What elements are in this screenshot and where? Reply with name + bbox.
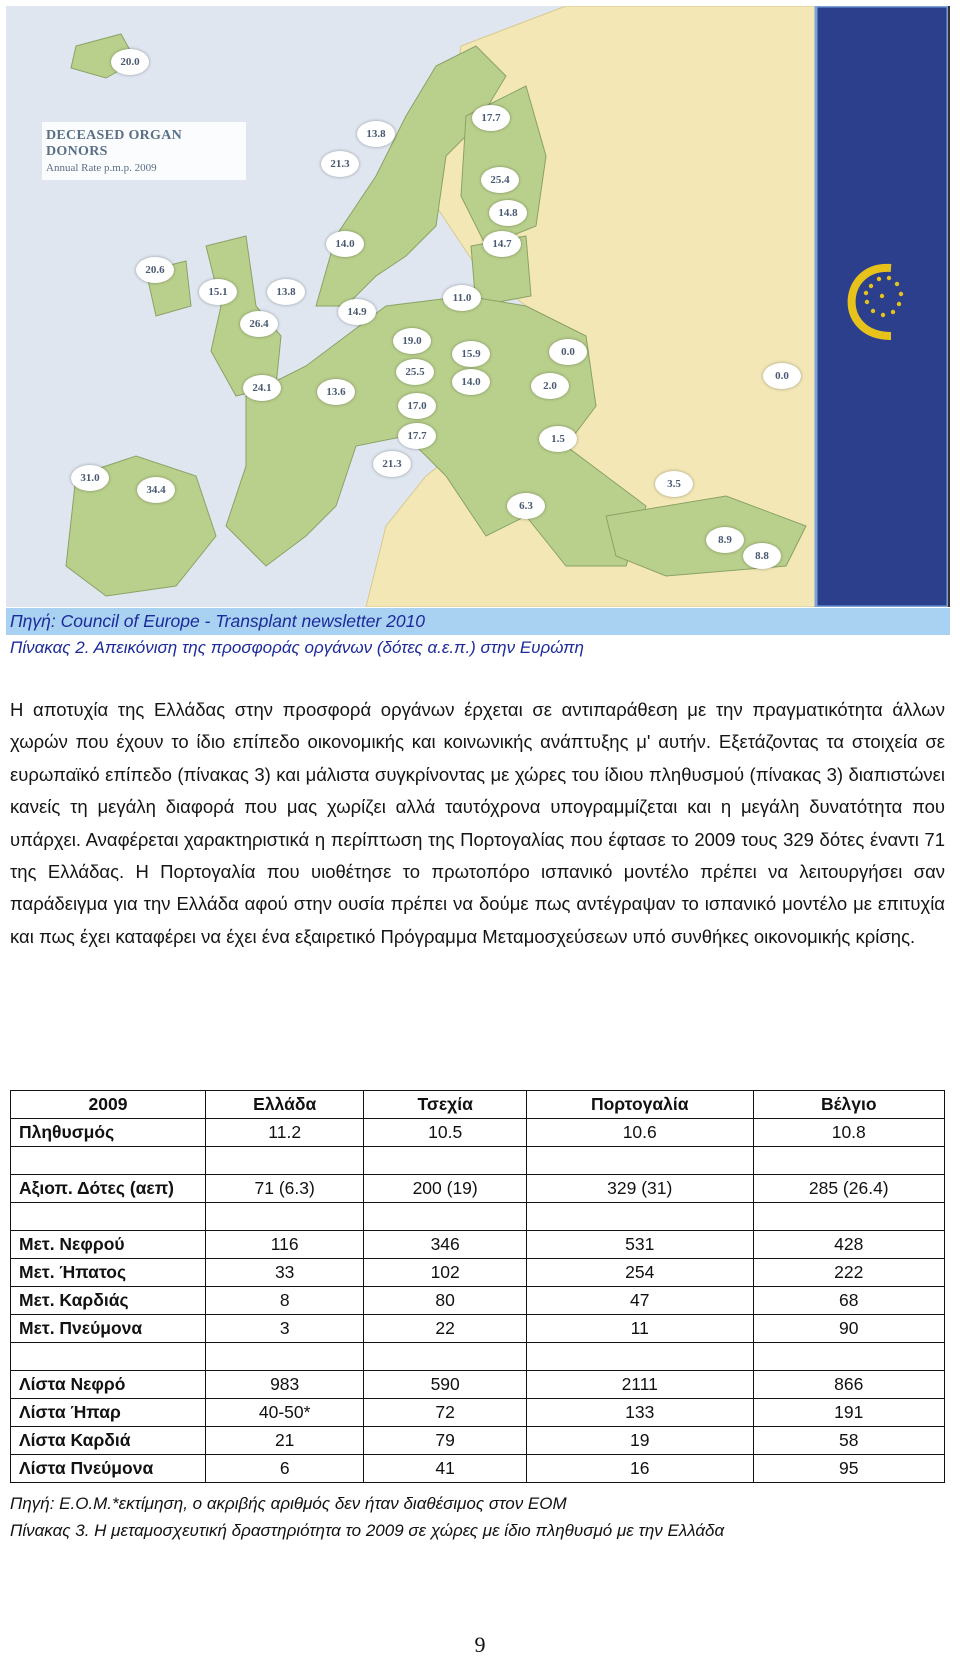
rate-label: 14.0	[326, 231, 364, 257]
table-cell	[526, 1203, 753, 1231]
table-row	[11, 1315, 945, 1343]
page-number: 9	[474, 1632, 486, 1657]
table-cell: 71 (6.3)	[206, 1175, 364, 1203]
row-label	[11, 1343, 206, 1371]
row-label: Πληθυσμός	[11, 1119, 206, 1147]
table-cell	[206, 1147, 364, 1175]
row-label: Αξιοπ. Δότες (αεπ)	[11, 1175, 206, 1203]
table-row	[11, 1231, 945, 1259]
table-cell: 72	[364, 1399, 527, 1427]
table-cell: 346	[364, 1231, 527, 1259]
table-cell: 21	[206, 1427, 364, 1455]
table-cell: 11.2	[206, 1119, 364, 1147]
row-label: Λίστα Ήπαρ	[11, 1399, 206, 1427]
table-row-spacer	[11, 1343, 945, 1371]
rate-label: 8.9	[706, 527, 744, 553]
table-cell: 95	[753, 1455, 944, 1483]
table-cell: 68	[753, 1287, 944, 1315]
paragraph-line: Ελλάδας. Η Πορτογαλία που υιοθέτησε το πρωτοπόρο ισπανικό μοντέλο πρέπει να	[47, 861, 789, 883]
table-cell: 10.8	[753, 1119, 944, 1147]
rate-label: 15.1	[199, 279, 237, 305]
table-cell: 22	[364, 1315, 527, 1343]
rate-label: 17.7	[398, 423, 436, 449]
table-row	[11, 1399, 945, 1427]
paragraph-line: κοινωνικής ανάπτυξης μ' αυτήν. Εξετάζοντας τα στοιχεία σε ευρωπαϊκό επίπεδο	[10, 731, 946, 785]
table-row-spacer	[11, 1147, 945, 1175]
rate-label: 24.1	[243, 375, 281, 401]
row-label: Μετ. Καρδιάς	[11, 1287, 206, 1315]
paragraph-line: υπογραμμίζεται και η μεγάλη δυνατότητα που υπάρχει. Αναφέρεται χαρακτηριστικά	[10, 796, 946, 850]
table-cell	[753, 1343, 944, 1371]
rate-label: 15.9	[452, 341, 490, 367]
rate-label: 2.0	[531, 373, 569, 399]
table-cell: 40-50*	[206, 1399, 364, 1427]
table-cell: 983	[206, 1371, 364, 1399]
paragraph-line: η περίπτωση της Πορτογαλίας που έφτασε το 2009 τους 329 δότες έναντι 71 της	[10, 828, 945, 883]
table-cell: 10.6	[526, 1119, 753, 1147]
table-cell	[526, 1147, 753, 1175]
paragraph-line: λειτουργήσει σαν παράδειγμα για την Ελλάδα αφού στην ουσία πρέπει να δούμε	[10, 861, 946, 915]
table-cell: 6	[206, 1455, 364, 1483]
table-cell: 191	[753, 1399, 944, 1427]
table-cell: 80	[364, 1287, 527, 1315]
header-cell: Τσεχία	[364, 1091, 527, 1119]
table-cell: 329 (31)	[526, 1175, 753, 1203]
map-source-line: Πηγή: Council of Europe - Transplant newsletter 2010	[6, 608, 950, 635]
table-cell: 285 (26.4)	[753, 1175, 944, 1203]
table-cell: 102	[364, 1259, 527, 1287]
table-cell: 47	[526, 1287, 753, 1315]
paragraph-line: (πίνακας 3) και μάλιστα συγκρίνοντας με χώρες του ίδιου πληθυσμού (πίνακας 3)	[177, 763, 844, 785]
table-cell: 531	[526, 1231, 753, 1259]
table-row	[11, 1287, 945, 1315]
transplant-activity-table	[10, 1090, 945, 1483]
header-cell: 2009	[11, 1091, 206, 1119]
table-cell	[364, 1203, 527, 1231]
table-cell: 200 (19)	[364, 1175, 527, 1203]
table-cell	[753, 1203, 944, 1231]
table-cell: 866	[753, 1371, 944, 1399]
map-title-line1: DECEASED ORGAN DONORS	[46, 128, 183, 159]
table-cell	[206, 1343, 364, 1371]
table-cell: 116	[206, 1231, 364, 1259]
rate-label: 11.0	[443, 285, 481, 311]
table-row	[11, 1427, 945, 1455]
paragraph-line: πραγματικότητα άλλων χωρών που έχουν το ίδιο επίπεδο οικονομικής και	[10, 699, 945, 753]
rate-label: 6.3	[507, 493, 545, 519]
row-label: Μετ. Νεφρού	[11, 1231, 206, 1259]
table-cell: 10.5	[364, 1119, 527, 1147]
rate-label: 25.4	[481, 167, 519, 193]
table-cell: 2111	[526, 1371, 753, 1399]
row-label: Μετ. Ήπατος	[11, 1259, 206, 1287]
table-cell: 222	[753, 1259, 944, 1287]
table-cell: 58	[753, 1427, 944, 1455]
rate-label: 0.0	[763, 363, 801, 389]
rate-label: 26.4	[240, 311, 278, 337]
table-cell: 41	[364, 1455, 527, 1483]
table-cell: 79	[364, 1427, 527, 1455]
row-label	[11, 1147, 206, 1175]
rate-label: 14.9	[338, 299, 376, 325]
rate-label: 0.0	[549, 339, 587, 365]
rate-label: 19.0	[393, 328, 431, 354]
rate-label: 13.8	[267, 279, 305, 305]
table-row	[11, 1259, 945, 1287]
table-cell: 428	[753, 1231, 944, 1259]
table-cell: 590	[364, 1371, 527, 1399]
rate-label: 14.8	[489, 200, 527, 226]
table-row	[11, 1455, 945, 1483]
rate-label: 17.0	[398, 393, 436, 419]
row-label: Λίστα Νεφρό	[11, 1371, 206, 1399]
table-header-row	[11, 1091, 945, 1119]
rate-label: 21.3	[321, 151, 359, 177]
table-row	[11, 1119, 945, 1147]
table-source-footnote: Πηγή: Ε.Ο.Μ.*εκτίμηση, ο ακριβής αριθμός δεν ήταν διαθέσιμος στον ΕΟΜ	[10, 1494, 567, 1513]
rate-label: 17.7	[472, 105, 510, 131]
paragraph-line: διαπιστώνει κανείς τη μεγάλη διαφορά που μας χωρίζει αλλά ταυτόχρονα	[10, 763, 945, 818]
table-caption: Πίνακας 3. Η μεταμοσχευτική δραστηριότητα το 2009 σε χώρες με ίδιο πληθυσμό με την Ελλάδα	[10, 1521, 725, 1540]
table-cell: 90	[753, 1315, 944, 1343]
rate-label: 25.5	[396, 359, 434, 385]
rate-label: 31.0	[71, 465, 109, 491]
table-row-spacer	[11, 1203, 945, 1231]
map-graphic	[6, 6, 948, 607]
table-cell: 33	[206, 1259, 364, 1287]
table-row	[11, 1175, 945, 1203]
rate-label: 20.0	[111, 49, 149, 75]
rate-label: 8.8	[743, 543, 781, 569]
table-cell: 8	[206, 1287, 364, 1315]
table-cell	[364, 1147, 527, 1175]
table-cell	[364, 1343, 527, 1371]
map-title	[42, 122, 246, 180]
europe-donor-map	[6, 6, 950, 607]
table-cell	[753, 1147, 944, 1175]
table-cell: 16	[526, 1455, 753, 1483]
header-cell: Πορτογαλία	[526, 1091, 753, 1119]
paragraph-line: ένα εξαιρετικό Πρόγραμμα Μεταμοσχεύσεων υπό συνθήκες οικονομικής κρίσης.	[261, 925, 916, 947]
table-cell: 3	[206, 1315, 364, 1343]
header-cell: Βέλγιο	[753, 1091, 944, 1119]
row-label: Λίστα Καρδιά	[11, 1427, 206, 1455]
row-label: Μετ. Πνεύμονα	[11, 1315, 206, 1343]
table-cell: 11	[526, 1315, 753, 1343]
rate-label: 13.6	[317, 379, 355, 405]
table-cell: 133	[526, 1399, 753, 1427]
header-cell: Ελλάδα	[206, 1091, 364, 1119]
rate-label: 34.4	[137, 477, 175, 503]
body-paragraph	[10, 694, 945, 953]
row-label: Λίστα Πνεύμονα	[11, 1455, 206, 1483]
rate-label: 21.3	[373, 451, 411, 477]
table-cell: 19	[526, 1427, 753, 1455]
rate-label: 14.7	[483, 231, 521, 257]
rate-label: 20.6	[136, 257, 174, 283]
table-cell: 254	[526, 1259, 753, 1287]
map-title-line2: Annual Rate p.m.p. 2009	[46, 162, 157, 174]
rate-label: 13.8	[357, 121, 395, 147]
rate-label: 1.5	[539, 426, 577, 452]
paragraph-line: πως αντέγραψαν το ισπανικό μοντέλο με επιτυχία και πως έχει καταφέρει να έχει	[10, 893, 945, 947]
figure-caption: Πίνακας 2. Απεικόνιση της προσφοράς οργάνων (δότες α.ε.π.) στην Ευρώπη	[10, 638, 584, 657]
table-cell	[526, 1343, 753, 1371]
table-cell	[206, 1203, 364, 1231]
paragraph-line: Η αποτυχία της Ελλάδας στην προσφορά οργάνων έρχεται σε αντιπαράθεση με την	[10, 699, 743, 720]
table-row	[11, 1371, 945, 1399]
rate-label: 14.0	[452, 369, 490, 395]
row-label	[11, 1203, 206, 1231]
rate-label: 3.5	[655, 471, 693, 497]
